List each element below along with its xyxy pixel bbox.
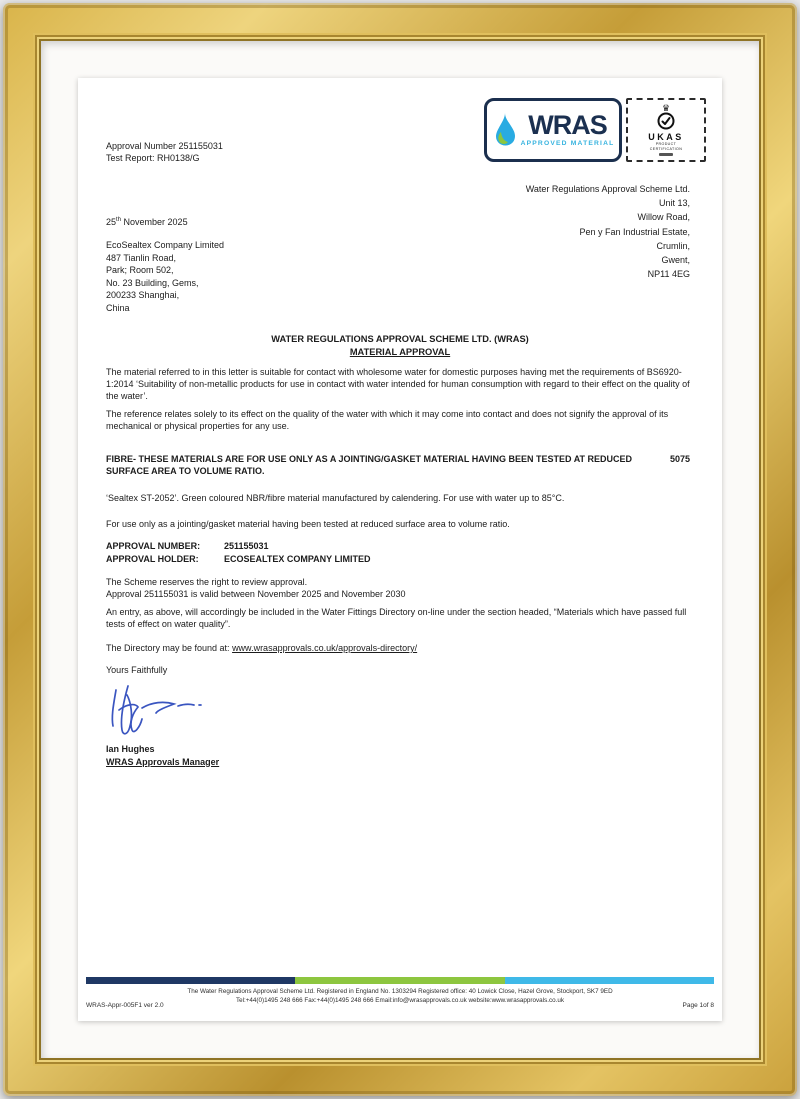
directory-prefix: The Directory may be found at: — [106, 643, 233, 653]
directory-line — [106, 642, 694, 654]
certification-logos — [484, 98, 706, 162]
wras-approved-material-logo — [484, 98, 622, 162]
sender-address-line: Pen y Fan Industrial Estate, — [579, 226, 690, 237]
ukas-logo-name: UKAS — [648, 131, 684, 142]
date-ordinal: th — [116, 217, 122, 223]
ukas-accreditation-number — [659, 153, 673, 156]
sender-address-line: Willow Road, — [637, 212, 690, 223]
letter-title — [78, 333, 722, 359]
use-note: For use only as a jointing/gasket material having been tested at reduced surface area to volume ratio. — [106, 519, 510, 529]
wras-logo-tagline: APPROVED MATERIAL — [520, 140, 615, 148]
recipient-line: China — [106, 302, 130, 313]
footer-bar-blue-segment — [505, 977, 714, 984]
signatory-block — [106, 743, 219, 768]
test-report-line: Test Report: RH0138/G — [106, 153, 200, 163]
approval-number-line: Approval Number 251155031 — [106, 141, 223, 151]
recipient-line: 200233 Shanghai, — [106, 290, 180, 301]
directory-link[interactable]: www.wrasapprovals.co.uk/approvals-directory/ — [232, 643, 418, 653]
approval-holder-label: APPROVAL HOLDER: — [106, 554, 199, 564]
footer-bar-navy-segment — [86, 977, 295, 984]
approval-letter-page — [78, 78, 722, 1021]
title-line2: MATERIAL APPROVAL — [349, 347, 451, 357]
recipient-line: EcoSealtex Company Limited — [106, 240, 225, 250]
sender-address — [526, 182, 690, 281]
approval-details — [106, 540, 694, 566]
fibre-statement-block — [106, 453, 694, 477]
material-description: ‘Sealtex ST-2052’. Green coloured NBR/fibre material manufactured by calendering. For use with water up to 85°C. — [106, 493, 565, 503]
signature-ink — [106, 680, 236, 741]
footer-company-info — [78, 987, 722, 1005]
footer-doc-ref: WRAS-Appr-005F1 ver 2.0 — [86, 1002, 164, 1009]
recipient-line: 487 Tianlin Road, — [106, 252, 177, 263]
paragraph-reference-scope: The reference relates solely to its effect on the quality of the water with which it may come into contact and does not signify the approval of its mechanical or physical properties for any use. — [106, 409, 669, 431]
fibre-statement: FIBRE- THESE MATERIALS ARE FOR USE ONLY AS A JOINTING/GASKET MATERIAL HAVING BEEN TESTED AT REDUCED SURFACE AREA TO VOLUME RATIO. — [106, 454, 633, 476]
footer-page-number: Page 1of 8 — [682, 1002, 714, 1009]
review-line2: Approval 251155031 is valid between November 2025 and November 2030 — [106, 589, 406, 599]
fibre-code: 5075 — [669, 454, 690, 464]
footer-bar-green-segment — [295, 977, 504, 984]
sender-address-line: Gwent, — [661, 255, 690, 266]
date-rest: November 2025 — [121, 217, 188, 227]
reference-block — [106, 140, 223, 164]
sender-address-line: Unit 13, — [658, 198, 690, 209]
approval-holder-row — [106, 553, 694, 566]
approval-number-label: APPROVAL NUMBER: — [106, 541, 201, 551]
directory-entry-paragraph: An entry, as above, will accordingly be included in the Water Fittings Directory on-line under the section headed, “Materials which have passed full tests of effect on water quality”. — [106, 607, 687, 629]
sender-address-line: Water Regulations Approval Scheme Ltd. — [525, 184, 690, 194]
footer-registration-line: The Water Regulations Approval Scheme Ltd. Registered in England No. 1303294 Registered office: 40 Lowick Close, Hazel Grove, Stockport, SK7 9ED — [187, 988, 613, 995]
ukas-caption-line1: PRODUCT — [655, 141, 677, 146]
date-day: 25 — [106, 217, 117, 227]
approval-holder-value: ECOSEALTEX COMPANY LIMITED — [224, 554, 371, 564]
review-line1: The Scheme reserves the right to review approval. — [106, 577, 308, 587]
review-block — [106, 576, 694, 600]
title-line1: WATER REGULATIONS APPROVAL SCHEME LTD. (WRAS) — [271, 334, 529, 344]
white-mat — [41, 41, 759, 1058]
signatory-title: WRAS Approvals Manager — [106, 756, 220, 767]
wras-logo-text — [521, 112, 615, 148]
letter-date — [106, 214, 188, 228]
approval-number-row — [106, 540, 694, 553]
water-drop-icon — [492, 112, 516, 149]
wras-logo-name: WRAS — [528, 110, 607, 141]
recipient-line: No. 23 Building, Gems, — [106, 277, 199, 288]
check-circle-icon — [657, 112, 675, 132]
closing-salutation: Yours Faithfully — [106, 665, 168, 675]
footer-color-bar — [86, 977, 714, 984]
sender-address-line: Crumlin, — [656, 240, 690, 251]
recipient-address — [106, 239, 224, 315]
signatory-name: Ian Hughes — [106, 744, 155, 754]
recipient-line: Park; Room 502, — [106, 265, 174, 276]
paragraph-suitability: The material referred to in this letter is suitable for contact with wholesome water for domestic purposes having met the requirements of BS6920-1:2014 ‘Suitability of non-metallic products for use in contact with water intended for human consumption with regard to their effect on the quality of the water’. — [106, 367, 690, 401]
gold-picture-frame — [3, 3, 797, 1096]
crown-icon: ♛ — [661, 102, 671, 113]
ukas-caption-line2: CERTIFICATION — [649, 146, 683, 151]
approval-number-value: 251155031 — [224, 541, 269, 551]
sender-address-line: NP11 4EG — [647, 269, 690, 280]
footer-contact-line: Tel:+44(0)1495 248 666 Fax:+44(0)1495 248 666 Email:info@wrasapprovals.co.uk website:www.wrasapprovals.co.uk — [235, 997, 565, 1004]
ukas-product-certification-logo — [626, 98, 706, 162]
